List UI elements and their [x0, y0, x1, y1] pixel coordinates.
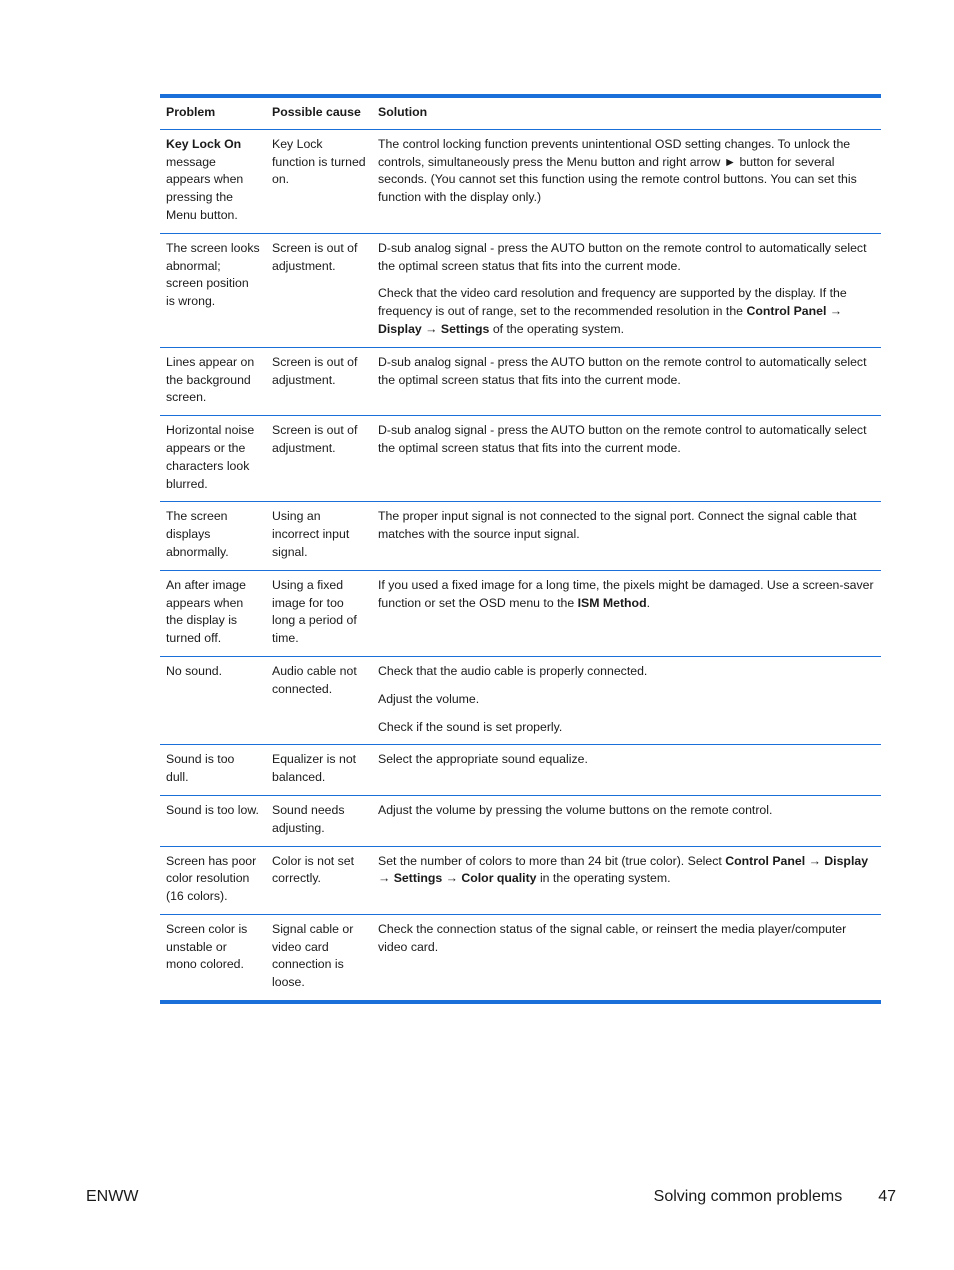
header-problem: Problem	[166, 105, 216, 119]
problem-text: No sound.	[166, 663, 223, 678]
problem-text: The screen looks abnormal; screen position is wrong.	[166, 240, 260, 309]
solution-cell	[372, 657, 881, 744]
table-row	[160, 571, 881, 657]
problem-text: An after image appears when the display is turned off.	[166, 577, 246, 646]
solution-cell	[372, 234, 881, 347]
solution-cell	[372, 745, 881, 795]
solution-paragraph: Adjust the volume by pressing the volume buttons on the remote control.	[378, 802, 773, 817]
table-row	[160, 796, 881, 847]
troubleshooting-table	[160, 94, 881, 1004]
table-row	[160, 657, 881, 745]
cause-cell: Equalizer is not balanced.	[272, 752, 357, 785]
solution-paragraph: The control locking function prevents unintentional OSD setting changes. To unlock the controls, simultaneously press the Menu button and right arrow ► button for several seconds. (You cannot set this function using the remote control buttons. You can set this function with the display only.)	[378, 136, 857, 205]
problem-cell	[160, 571, 266, 656]
table-row	[160, 130, 881, 234]
footer-section-title: Solving common problems	[653, 1188, 843, 1205]
cause-cell: Screen is out of adjustment.	[272, 423, 358, 455]
table-header-row	[160, 98, 881, 130]
problem-cell	[160, 416, 266, 501]
problem-cell	[160, 847, 266, 914]
problem-cell	[160, 130, 266, 233]
solution-paragraph: Adjust the volume.	[378, 691, 480, 706]
cause-cell: Key Lock function is turned on.	[272, 136, 366, 187]
solution-paragraph: D-sub analog signal - press the AUTO button on the remote control to automatically select the optimal screen status that fits into the current mode.	[378, 240, 867, 273]
table-body	[160, 130, 881, 1000]
solution-paragraph: The proper input signal is not connected to the signal port. Connect the signal cable that matches with the source input signal.	[378, 509, 857, 542]
solution-paragraph: D-sub analog signal - press the AUTO button on the remote control to automatically select the optimal screen status that fits into the current mode.	[378, 423, 867, 455]
cause-cell: Color is not set correctly.	[272, 853, 355, 886]
problem-cell	[160, 915, 266, 1000]
solution-paragraph: Select the appropriate sound equalize.	[378, 752, 588, 767]
table-row	[160, 745, 881, 796]
cause-cell: Signal cable or video card connection is loose.	[272, 921, 354, 990]
table-row	[160, 915, 881, 1000]
solution-cell	[372, 348, 881, 415]
problem-cell	[160, 745, 266, 795]
cause-cell: Using an incorrect input signal.	[272, 509, 350, 559]
footer-enww: ENWW	[86, 1188, 139, 1205]
header-possible-cause: Possible cause	[272, 105, 361, 119]
table-row	[160, 234, 881, 348]
cause-cell: Using a fixed image for too long a period of time.	[272, 577, 357, 646]
solution-paragraph: D-sub analog signal - press the AUTO button on the remote control to automatically select the optimal screen status that fits into the current mode.	[378, 354, 867, 387]
solution-paragraph: Check the connection status of the signal cable, or reinsert the media player/computer video card.	[378, 921, 847, 954]
table-row	[160, 348, 881, 416]
problem-text: Horizontal noise appears or the characters look blurred.	[166, 423, 255, 491]
solution-paragraph: Set the number of colors to more than 24 bit (true color). Select Control Panel → Display → Settings → Color quality in the operating system.	[378, 853, 869, 886]
table-row	[160, 416, 881, 502]
header-solution: Solution	[378, 105, 428, 119]
solution-paragraph: Check if the sound is set properly.	[378, 719, 563, 734]
cause-cell: Sound needs adjusting.	[272, 802, 345, 835]
solution-paragraph: Check that the video card resolution and frequency are supported by the display. If the frequency is out of range, set to the recommended resolution in the Control Panel → Display → Settings of the operating system.	[378, 286, 847, 336]
solution-paragraph: Check that the audio cable is properly connected.	[378, 663, 648, 678]
solution-cell	[372, 571, 881, 656]
cause-cell: Audio cable not connected.	[272, 663, 357, 696]
solution-cell	[372, 847, 881, 914]
solution-cell	[372, 130, 881, 233]
table-row	[160, 502, 881, 570]
problem-cell	[160, 796, 266, 846]
problem-text: Lines appear on the background screen.	[166, 354, 255, 405]
solution-cell	[372, 796, 881, 846]
cause-cell: Screen is out of adjustment.	[272, 240, 358, 273]
problem-text: Sound is too dull.	[166, 752, 235, 785]
problem-cell	[160, 502, 266, 569]
solution-cell	[372, 502, 881, 569]
problem-text: Screen has poor color resolution (16 colors).	[166, 853, 257, 904]
footer-section	[654, 1188, 896, 1206]
cause-cell: Screen is out of adjustment.	[272, 354, 358, 387]
solution-paragraph: If you used a fixed image for a long time, the pixels might be damaged. Use a screen-saver function or set the OSD menu to the ISM Method.	[378, 577, 874, 610]
solution-cell	[372, 416, 881, 501]
problem-cell	[160, 657, 266, 744]
problem-text: message appears when pressing the Menu button.	[166, 154, 244, 222]
problem-text: Screen color is unstable or mono colored.	[166, 921, 248, 972]
problem-text: The screen displays abnormally.	[166, 509, 229, 559]
problem-cell	[160, 348, 266, 415]
problem-cell	[160, 234, 266, 347]
page-number: 47	[878, 1188, 896, 1205]
solution-cell	[372, 915, 881, 1000]
table-row	[160, 847, 881, 915]
problem-keyword: Key Lock On	[166, 136, 242, 151]
problem-text: Sound is too low.	[166, 802, 259, 817]
